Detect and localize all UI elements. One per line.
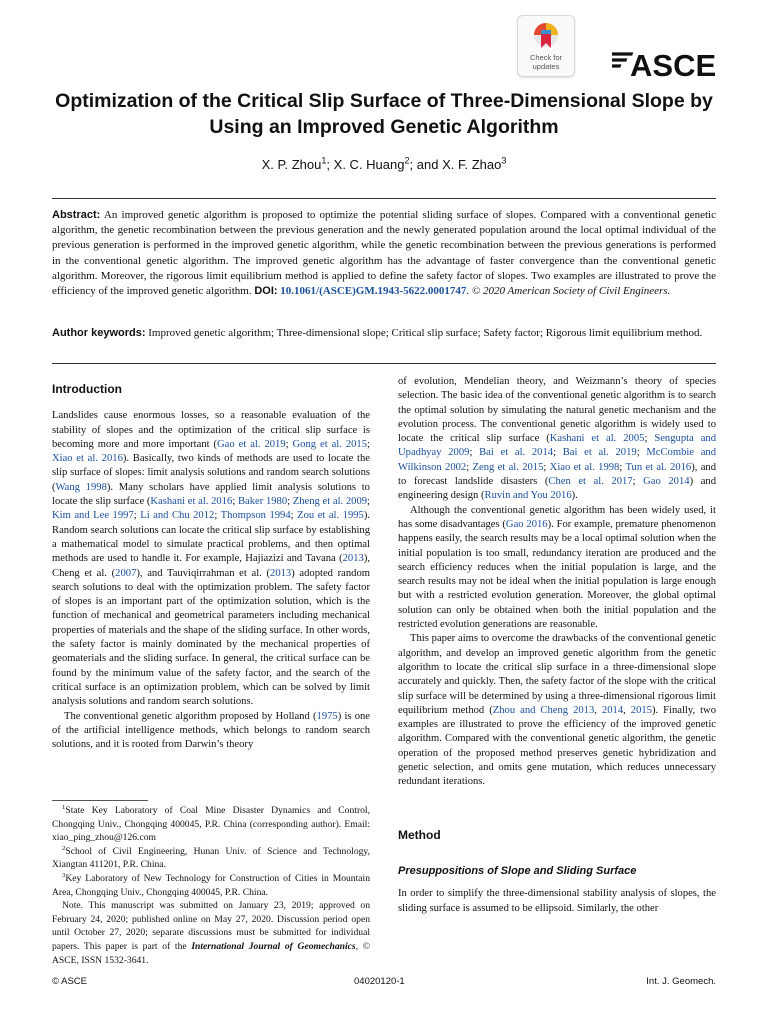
intro-paragraph-4: Although the conventional genetic algorithm has been widely used, it has some disadvantages (Gao 2016). For example, premature phenomenon happens easily, the search results may be a local optimal solution when the initial population is too small, redundancy iteration are produced and the search efficiency reduces when the initial population is large, and the search results may not be ideal when the initial population is large enough but with a restricted evolution generation. Moreover, the global optimal solution can only be obtained when both the initial population and the restricted evolution generations are reasonable. <box>398 504 716 631</box>
abstract-bottom-rule <box>52 363 716 364</box>
ref-link[interactable]: Zeng et al. 2015 <box>472 461 544 473</box>
doi-label: DOI: <box>254 285 278 298</box>
subheading-presuppositions: Presuppositions of Slope and Sliding Surface <box>398 864 637 877</box>
author-1: X. P. Zhou <box>261 157 322 172</box>
ref-link[interactable]: Kashani et al. 2005 <box>549 433 645 445</box>
page-footer <box>52 976 716 990</box>
method-paragraph-1: In order to simplify the three-dimensional stability analysis of slopes, the sliding surface is assumed to be ellipsoid. Similarly, the other <box>398 888 716 914</box>
journal-name: International Journal of Geomechanics <box>191 940 356 952</box>
abstract-label: Abstract: <box>52 209 101 221</box>
author-line <box>40 157 728 172</box>
ref-link[interactable]: Tun et al. 2016 <box>625 461 692 473</box>
ref-link[interactable]: Wang 1998 <box>55 481 107 493</box>
abstract-top-rule <box>52 198 716 199</box>
ref-link[interactable]: Zheng et al. 2009 <box>292 496 368 508</box>
left-column <box>52 382 370 752</box>
author-2-affil: 2 <box>404 155 410 166</box>
ref-link[interactable]: Xiao et al. 1998 <box>549 461 620 473</box>
ref-link[interactable]: Thompson 1994 <box>220 510 291 522</box>
copyright-line: © 2020 American Society of Civil Engineers. <box>471 285 671 298</box>
ref-link[interactable]: Gao 2016 <box>505 518 548 530</box>
ref-link[interactable]: 2013 <box>342 553 364 565</box>
submission-note: Note. This manuscript was submitted on January 23, 2019; approved on February 24, 2020; published online on May 27, 2020. Discussion period open until October 27, 2020; separate discussions must be submitted for individual papers. This paper is part of the International Journal of Geomechanics, © ASCE, ISSN 1532-3641. <box>52 900 370 966</box>
badge-line-1: Check for <box>529 53 563 62</box>
heading-method: Method <box>398 827 441 842</box>
ref-link[interactable]: Kim and Lee 1997 <box>52 510 134 522</box>
author-sep-1: ; <box>326 157 334 172</box>
ref-link[interactable]: 2015 <box>630 704 652 716</box>
footer-copyright: © ASCE <box>52 976 87 987</box>
author-3: X. F. Zhao <box>442 157 502 172</box>
author-2: X. C. Huang <box>333 157 405 172</box>
keywords-text: Improved genetic algorithm; Three-dimensional slope; Critical slip surface; Safety factor; Rigorous limit equilibrium method. <box>148 327 703 339</box>
doi-link[interactable]: 10.1061/(ASCE)GM.1943-5622.0001747 <box>280 285 467 298</box>
footnote-3: $^3$Key Laboratory of New Technology for Construction of Cities in Mountain Area, Chongqing Univ., Chongqing 400045, P.R. China. <box>52 871 370 898</box>
abstract: Abstract: An improved genetic algorithm is proposed to optimize the potential sliding surface of slopes. Compared with a conventional genetic algorithm, the genetic recombination between the previous generation and the newly generated population around the local optimal individual of the previous generation is performed in the improved genetic algorithm, while the genetic recombination between the previous generations is performed in the conventional genetic algorithm. The improved genetic algorithm has the advantage of faster convergence than the conventional genetic algorithm. Moreover, the rigorous limit equilibrium method is applied to define the safety factor of slopes. Two examples are illustrated to prove the efficiency of the improved genetic algorithm. DOI: 10.1061/(ASCE)GM.1943-5622.0001747. © 2020 American Society of Civil Engineers. <box>52 209 716 298</box>
intro-paragraph-3: of evolution, Mendelian theory, and Weizmann’s theory of species selection. The basic idea of the conventional genetic algorithm is to search the optimal solution by simulating the natural genetic mechanism and the evolution process. The conventional genetic algorithm is widely used to locate the critical slip surface (Kashani et al. 2005; Sengupta and Upadhyay 2009; Bai et al. 2014; Bai et al. 2019; McCombie and Wilkinson 2002; Zeng et al. 2015; Xiao et al. 1998; Tun et al. 2016), and to forecast landslide disasters (Chen et al. 2017; Gao 2014) and engineering design (Ruvin and You 2016). <box>398 376 717 502</box>
crossmark-icon <box>533 22 559 52</box>
ref-link[interactable]: Ruvin and You 2016 <box>484 490 572 502</box>
asce-logo <box>612 44 718 80</box>
ref-link[interactable]: Li and Chu 2012 <box>140 510 215 522</box>
badge-line-2: updates <box>532 61 560 71</box>
author-1-affil: 1 <box>321 155 327 166</box>
ref-link[interactable]: Chen et al. 2017 <box>548 476 633 488</box>
intro-paragraph-5: This paper aims to overcome the drawbacks of the conventional genetic algorithm, and develop an improved genetic algorithm from the genetic algorithm to locate the critical slip surface in a three-dimensional slope accurately and quickly. Then, the safety factor of the slope with the critical slip surface will be determined by using a three-dimensional rigorous limit equilibrium method (Zhou and Cheng 2013, 2014, 2015). Finally, two examples are illustrated to prove the efficiency of the improved genetic algorithm. Compared with the conventional genetic algorithm, the genetic operation of the proposed method preserves genetic hybridization and genetic selection, and omits gene mutation, which reduces unnecessary redundant iterations. <box>398 633 717 788</box>
footer-journal-abbrev: Int. J. Geomech. <box>646 976 716 987</box>
footnote-2: $^2$School of Civil Engineering, Hunan Univ. of Science and Technology, Xiangtan 411201, P.R. China. <box>52 844 370 871</box>
author-keywords <box>52 326 716 341</box>
ref-link[interactable]: McCombie and Wilkinson 2002 <box>398 447 717 473</box>
ref-link[interactable]: 2013 <box>270 567 292 579</box>
footer-article-number: 04020120-1 <box>354 976 405 987</box>
intro-paragraph-2: The conventional genetic algorithm proposed by Holland (1975) is one of the artificial intelligence methods, which belongs to random search solutions, and it is rooted from Darwin’s theory <box>52 710 371 751</box>
abstract-text: An improved genetic algorithm is proposed to optimize the potential sliding surface of slopes. Compared with a conventional genetic algorithm, the genetic recombination between the previous generation and the newly generated population around the local optimal individual of the previous generation is performed in the improved genetic algorithm, while the genetic recombination between the previous generations is performed in the conventional genetic algorithm. The improved genetic algorithm has the advantage of faster convergence than the conventional genetic algorithm. Moreover, the rigorous limit equilibrium method is applied to define the safety factor of slopes. Two examples are illustrated to prove the efficiency of the improved genetic algorithm. <box>52 209 716 298</box>
author-3-affil: 3 <box>501 155 507 166</box>
footnotes <box>52 804 370 967</box>
intro-paragraph-1: Landslides cause enormous losses, so a reasonable evaluation of the stability of slopes and the optimization of the critical slip surface is becoming more and more important (Gao et al. 2019; Gong et al. 2015; Xiao et al. 2016). Basically, two kinds of methods are used to locate the slip surface of slopes: limit analysis solutions and random search solutions (Wang 1998). Many scholars have applied limit analysis solutions to locate the slip surface (Kashani et al. 2016; Baker 1980; Zheng et al. 2009; Kim and Lee 1997; Li and Chu 2012; Thompson 1994; Zou et al. 1995). Random search solutions can locate the critical slip surface by establishing a mathematical model to simulate practical problems, and then optimal methods are used to handle it. For example, Hajiazizi and Tavana (2013), Cheng et al. (2007), and Tauviqirrahman et al. (2013) adopted random search solutions to deal with the optimization problem. The safety factor of slopes is an important part of the optimization solution, which is the function of mechanical and geometrical parameters including mechanical properties of materials and the shape of the sliding surface. In other words, the safety factor is mainly dominated by the mechanical properties of geomaterials and the sliding surface. In general, the critical surface can be found by the minimum value of the safety factor, and the search of the critical surface is an optimization problem, which can be solved by limit analysis solutions and random search solutions. <box>52 410 371 708</box>
heading-introduction: Introduction <box>52 382 122 396</box>
check-for-updates-badge[interactable] <box>517 15 575 77</box>
ref-link[interactable]: Gong et al. 2015 <box>292 438 368 450</box>
ref-link[interactable]: Kashani et al. 2016 <box>150 496 233 508</box>
ref-link[interactable]: Gao 2014 <box>643 476 690 488</box>
footnote-rule <box>52 800 148 801</box>
ref-link[interactable]: Zou et al. 1995 <box>297 510 364 522</box>
right-column <box>398 375 716 916</box>
ref-link[interactable]: 2007 <box>115 567 137 579</box>
ref-link[interactable]: Gao et al. 2019 <box>217 438 286 450</box>
logo-text: ASCE <box>630 48 717 80</box>
ref-link[interactable]: Baker 1980 <box>237 496 288 508</box>
ref-link[interactable]: Bai et al. 2019 <box>562 447 637 459</box>
ref-link[interactable]: Xiao et al. 2016 <box>52 453 123 465</box>
paper-title: Optimization of the Critical Slip Surface of Three-Dimensional Slope by Using an Improved Genetic Algorithm <box>55 90 713 138</box>
author-sep-2: ; and <box>409 157 443 172</box>
ref-link[interactable]: 2014 <box>601 704 624 716</box>
ref-link[interactable]: Sengupta and Upadhyay 2009 <box>398 433 716 459</box>
keywords-label: Author keywords: <box>52 327 146 339</box>
ref-link[interactable]: Zhou and Cheng 2013 <box>492 704 595 716</box>
ref-link[interactable]: 1975 <box>316 710 338 722</box>
ref-link[interactable]: Bai et al. 2014 <box>479 447 554 459</box>
footnote-1: $^1$State Key Laboratory of Coal Mine Disaster Dynamics and Control, Chongqing Univ., Chongqing 400045, P.R. China (corresponding author). Email: xiao_ping_zhou@126.com <box>52 803 370 844</box>
